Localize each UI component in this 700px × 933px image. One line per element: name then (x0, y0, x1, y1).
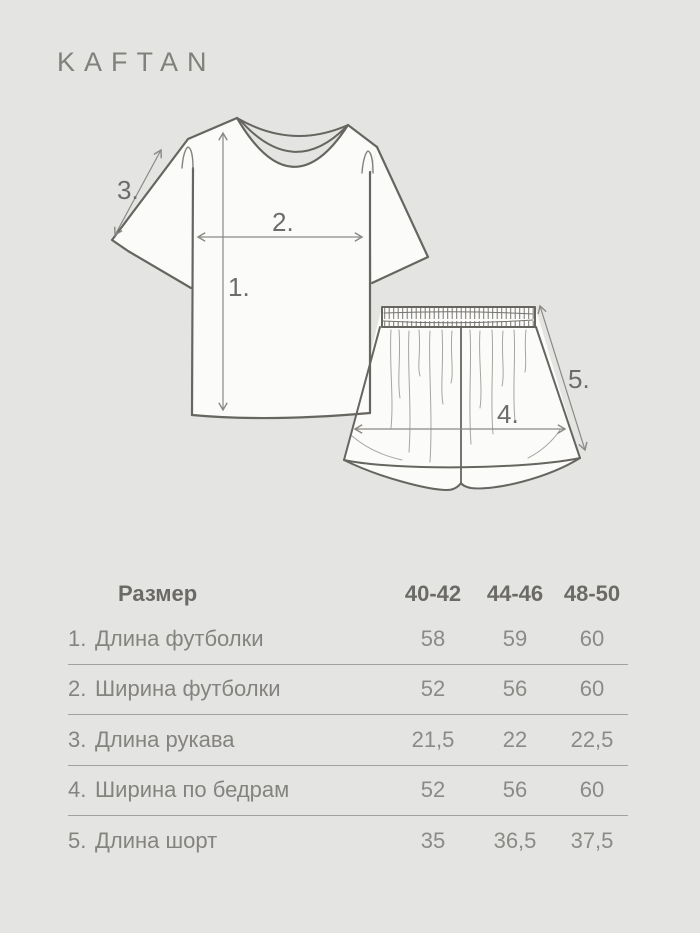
row-value: 37,5 (570, 827, 614, 853)
table-row (68, 816, 628, 866)
row-label: 5. Длина шорт (68, 827, 218, 853)
table-row (68, 665, 628, 716)
row-value: 56 (502, 676, 528, 702)
brand-logo: KAFTAN (57, 47, 216, 77)
size-header: 44-46 (486, 581, 544, 606)
measure-label-3: 3. (117, 175, 139, 205)
table-header-row (68, 578, 628, 610)
shorts-waistband (382, 307, 535, 327)
row-value: 59 (502, 625, 528, 651)
size-header: 40-42 (404, 581, 462, 606)
row-value: 60 (579, 777, 605, 803)
measure-label-2: 2. (272, 207, 294, 237)
size-header: 48-50 (563, 581, 621, 606)
row-value: 22,5 (570, 726, 614, 752)
row-value: 58 (420, 625, 446, 651)
row-value: 56 (502, 777, 528, 803)
garment-fills (112, 118, 580, 490)
row-label: 3. Длина рукава (68, 726, 235, 752)
measure-label-4: 4. (497, 399, 519, 429)
row-label: 1. Длина футболки (68, 625, 264, 651)
measure-label-5: 5. (568, 364, 590, 394)
row-value: 22 (502, 726, 528, 752)
row-value: 60 (579, 676, 605, 702)
size-table (68, 578, 628, 866)
row-value: 21,5 (411, 726, 455, 752)
table-row (68, 715, 628, 766)
row-label: 2. Ширина футболки (68, 676, 281, 702)
row-value: 60 (579, 625, 605, 651)
row-value: 36,5 (493, 827, 537, 853)
size-column-title: Размер (118, 581, 198, 606)
row-value: 35 (420, 827, 446, 853)
table-row (68, 614, 628, 665)
row-label: 4. Ширина по бедрам (68, 777, 290, 803)
measure-label-1: 1. (228, 272, 250, 302)
table-row (68, 766, 628, 817)
row-value: 52 (420, 676, 446, 702)
row-value: 52 (420, 777, 446, 803)
